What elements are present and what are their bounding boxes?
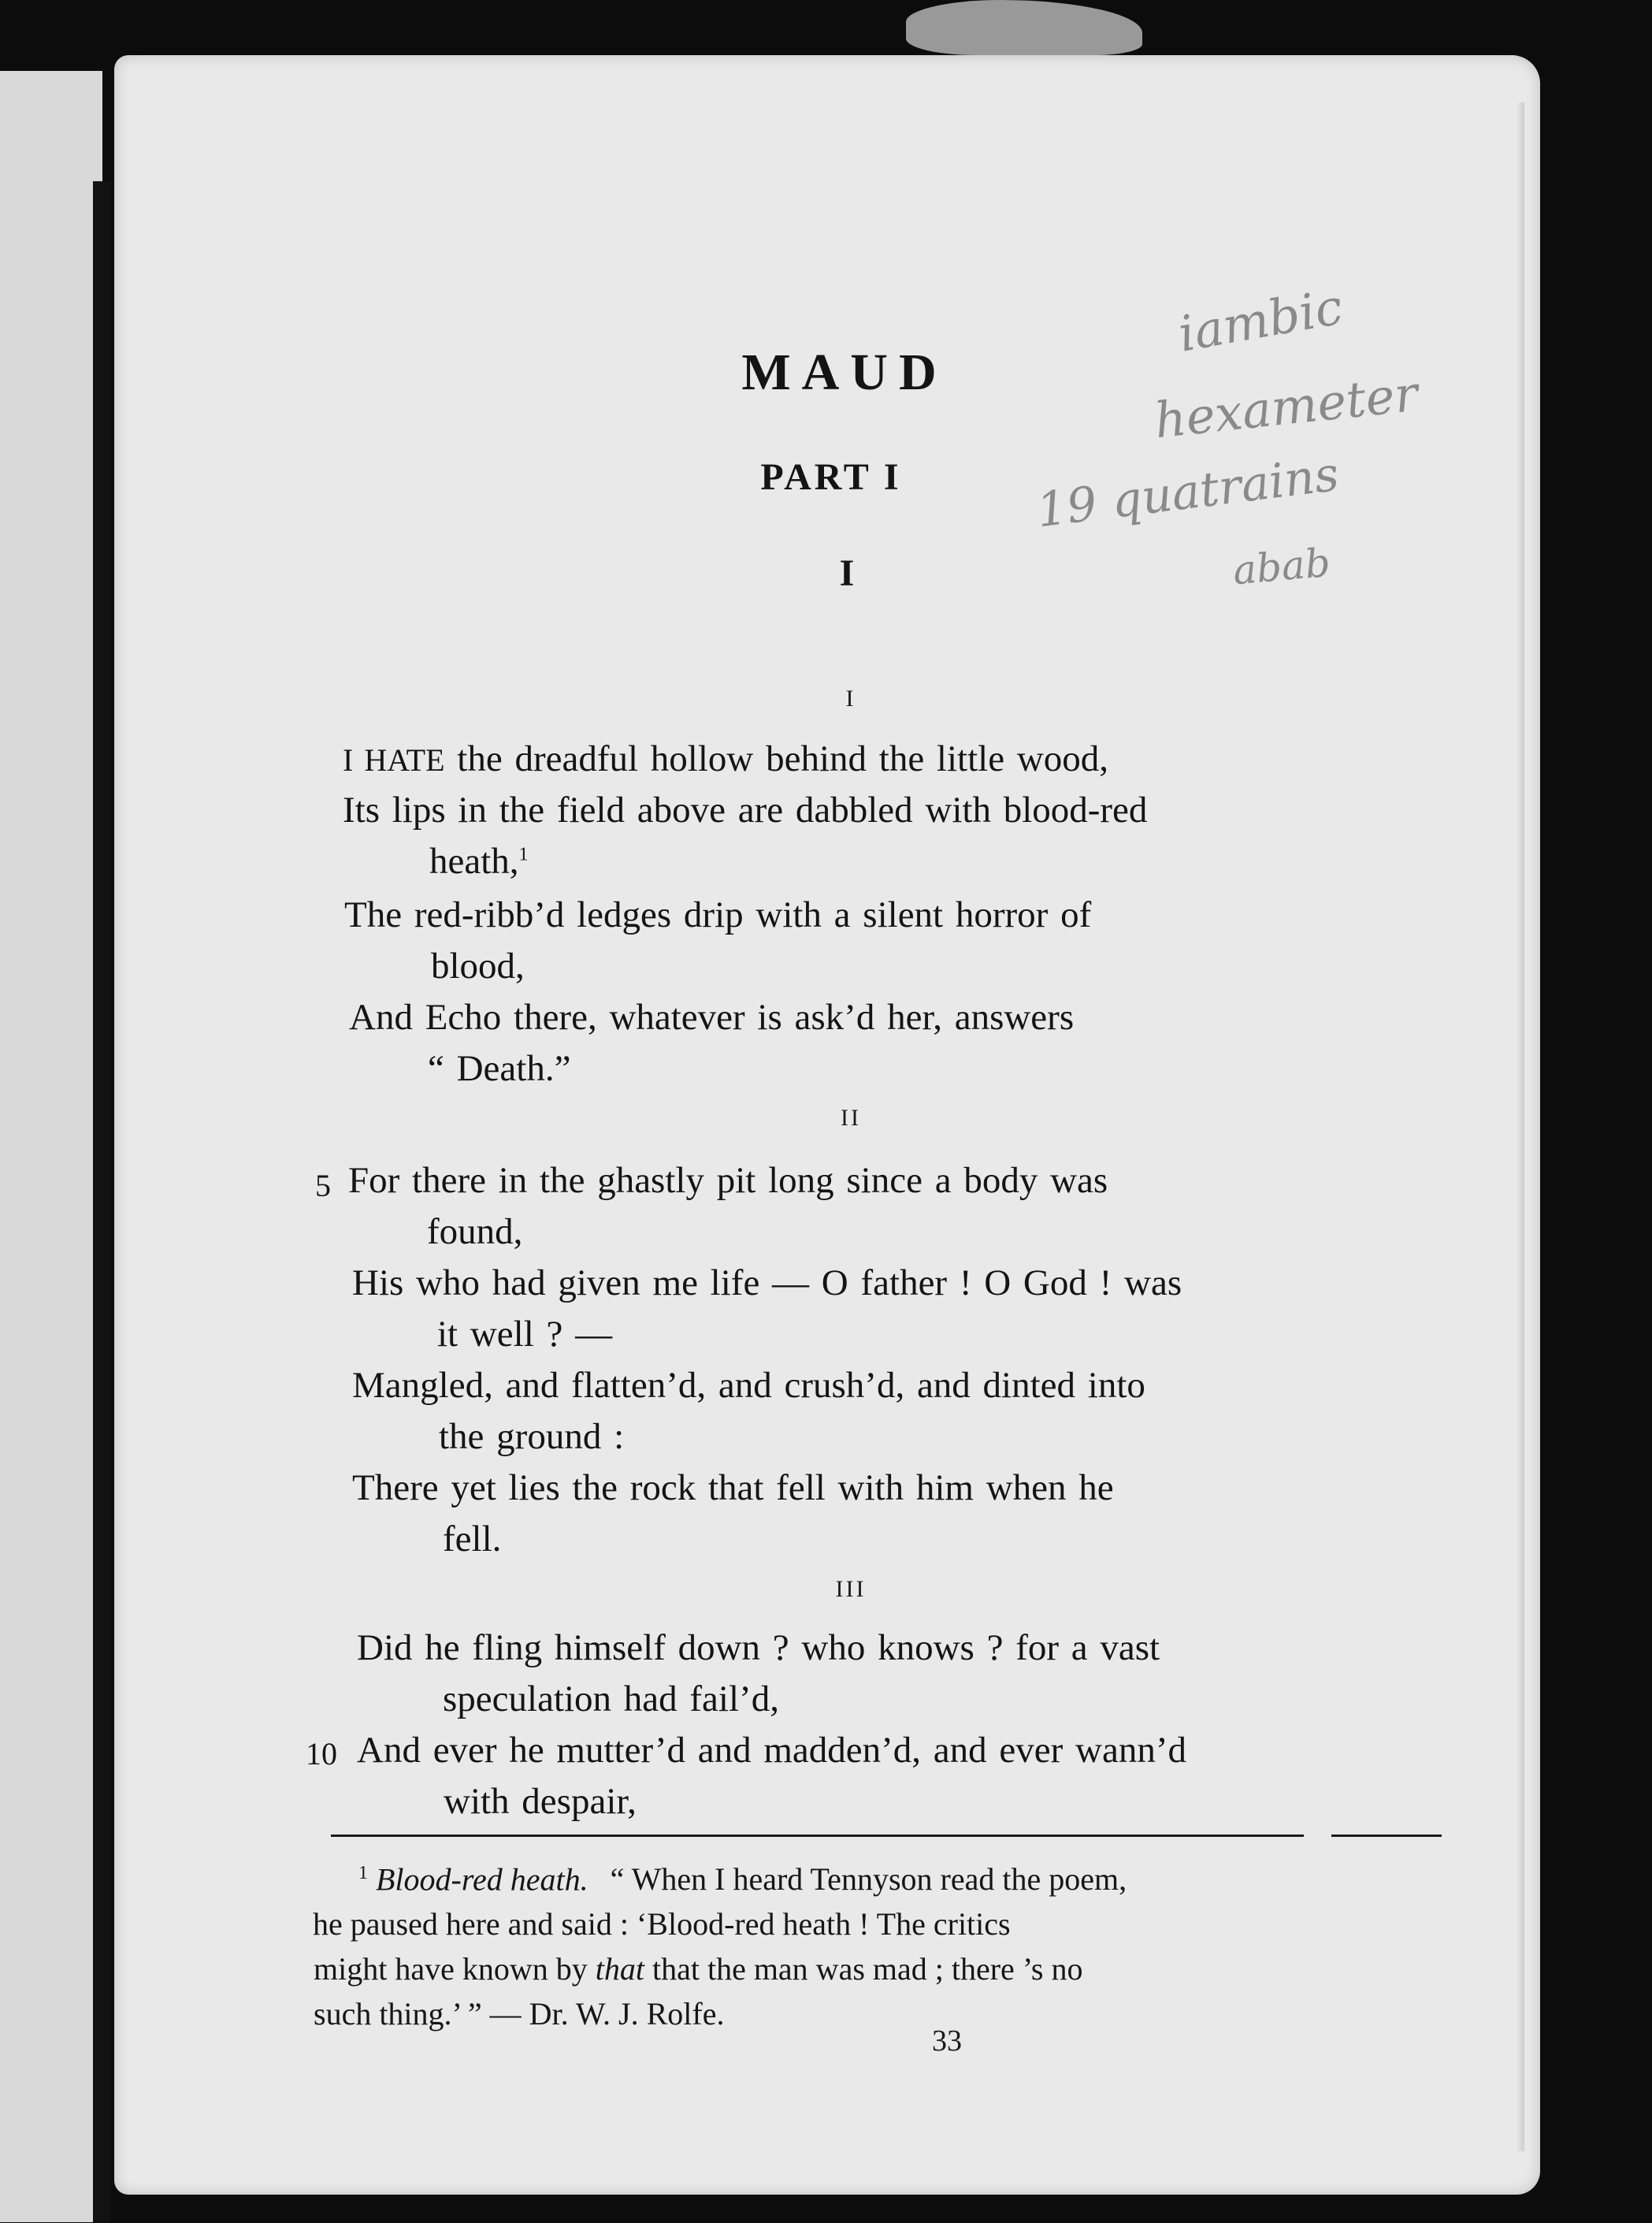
- verse-line: the ground :: [439, 1416, 625, 1457]
- facing-page-edge: [0, 71, 102, 2222]
- footnote-number: 1: [358, 1863, 368, 1883]
- verse-line: And ever he mutter’d and madden’d, and ever wann’d: [357, 1730, 1186, 1771]
- line-number: 10: [306, 1736, 337, 1771]
- footnote-rule: [331, 1835, 1304, 1837]
- verse-line: Its lips in the field above are dabbled with blood-red: [343, 790, 1148, 831]
- line-number: 5: [315, 1168, 331, 1203]
- annotation-quatrains: 19 quatrains: [1034, 446, 1342, 539]
- footnote-line: $^1$ Blood-red heath. “ When I heard Tennyson read the poem,: [358, 1861, 1127, 1898]
- verse-line: speculation had fail’d,: [443, 1678, 779, 1719]
- verse-line: The red-ribb’d ledges drip with a silent horror of: [344, 894, 1092, 935]
- verse-line: “ Death.”: [428, 1048, 571, 1089]
- torn-paper-fragment: [906, 0, 1142, 55]
- annotation-rhyme-scheme: abab: [1231, 539, 1332, 594]
- verse-line: His who had given me life — O father ! O God ! was: [352, 1262, 1182, 1303]
- poem-title: MAUD: [741, 344, 948, 401]
- verse-line: with despair,: [444, 1781, 637, 1822]
- verse-line: Did he fling himself down ? who knows ? for a vast: [357, 1627, 1160, 1668]
- stanza-number: I: [845, 686, 856, 712]
- footnote-line: he paused here and said : ‘Blood-red heath ! The critics: [313, 1906, 1011, 1942]
- page-number: 33: [932, 2024, 962, 2058]
- footnote-lemma: Blood-red heath.: [376, 1861, 588, 1898]
- verse-line: fell.: [443, 1519, 502, 1559]
- book-page: [114, 55, 1540, 2195]
- verse-line: There yet lies the rock that fell with him when he: [352, 1467, 1114, 1508]
- verse-line: heath,$^1$: [429, 841, 529, 882]
- verse-line: it well ? —: [437, 1314, 613, 1355]
- book-spine: [93, 181, 110, 2222]
- footnote-rule-short: [1331, 1835, 1442, 1837]
- verse-line: For there in the ghastly pit long since a body was: [348, 1160, 1108, 1201]
- emphasized-word: that: [595, 1951, 644, 1987]
- verse-line: found,: [427, 1211, 523, 1252]
- verse-line: And Echo there, whatever is ask’d her, answers: [349, 997, 1075, 1038]
- footnote-line: such thing.’ ” — Dr. W. J. Rolfe.: [314, 1996, 725, 2032]
- verse-line: Mangled, and flatten’d, and crush’d, and dinted into: [352, 1365, 1145, 1406]
- stanza-number: III: [835, 1576, 867, 1602]
- annotation-iambic: iambic: [1174, 277, 1347, 363]
- verse-line: I HATE the dreadful hollow behind the little wood,: [343, 738, 1109, 779]
- part-heading: PART I: [760, 456, 902, 498]
- footnote-line: might have known by that that the man was mad ; there ’s no: [314, 1951, 1083, 1987]
- section-heading: I: [839, 552, 855, 594]
- stanza-number: II: [841, 1105, 861, 1131]
- footnote-marker: 1: [518, 844, 529, 865]
- annotation-hexameter: hexameter: [1152, 364, 1421, 450]
- verse-line: blood,: [431, 946, 525, 987]
- opening-words: I HATE: [343, 742, 445, 778]
